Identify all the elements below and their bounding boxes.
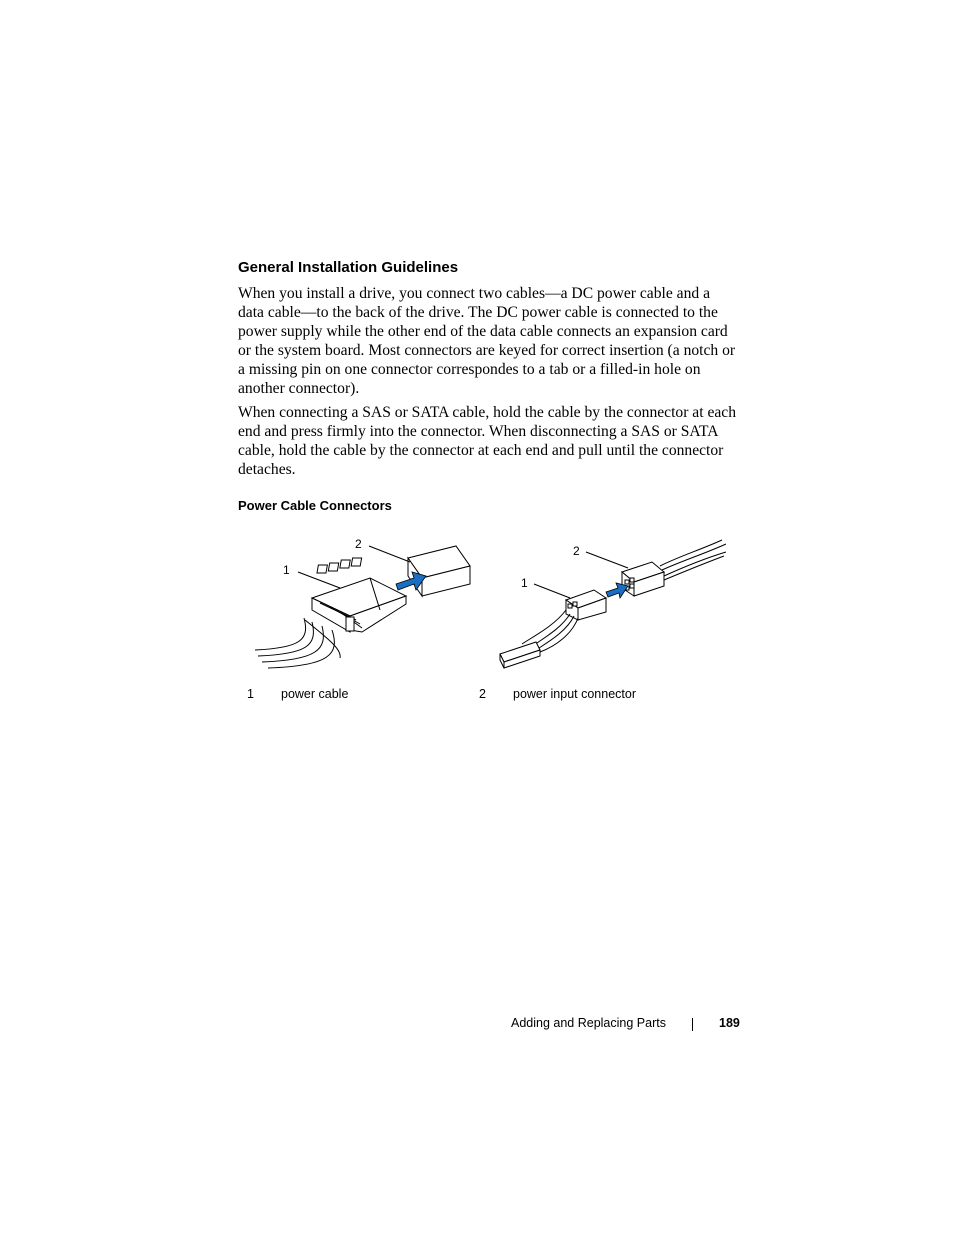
left-power-input-connector [317, 546, 470, 596]
callout-left-2: 2 [355, 537, 362, 551]
legend-number-2: 2 [479, 687, 486, 701]
right-connector-illustration [500, 540, 726, 668]
footer-separator [692, 1018, 693, 1031]
left-wires [255, 618, 340, 668]
right-power-input-connector [622, 562, 664, 596]
left-power-cable-plug [312, 578, 406, 632]
section-heading: General Installation Guidelines [238, 259, 459, 276]
right-insert-arrow [606, 583, 628, 598]
left-insert-arrow [396, 572, 426, 590]
callout-right-2: 2 [573, 544, 580, 558]
footer-section-title: Adding and Replacing Parts [511, 1016, 666, 1030]
right-power-cable-plug [566, 590, 606, 620]
paragraph-2: When connecting a SAS or SATA cable, hold the cable by the connector at each end and press firmly into the connector. When disconnecting a SAS or SATA cable, hold the cable by the connector at each end and pull until the connector detaches. [238, 404, 737, 478]
legend-label-2: power input connector [513, 687, 636, 701]
legend-label-1: power cable [281, 687, 349, 701]
right-wires-bottom [522, 610, 578, 652]
right-wires-top [660, 540, 726, 580]
callout-left-1: 1 [283, 563, 290, 577]
paragraph-1: When you install a drive, you connect two cables—a DC power cable and a data cable—to the back of the drive. The DC power cable is connected to the power supply while the other end of the data cable connects an expansion card or the system board. Most connectors are keyed for correct insertion (a notch or a missing pin on one connector correspondes to a tab or a filled-in hole on another connector). [238, 285, 736, 397]
right-end-connector [500, 642, 540, 668]
legend-number-1: 1 [247, 687, 254, 701]
figure-title: Power Cable Connectors [238, 498, 392, 513]
page-number: 189 [719, 1016, 740, 1030]
callout-right-1: 1 [521, 576, 528, 590]
